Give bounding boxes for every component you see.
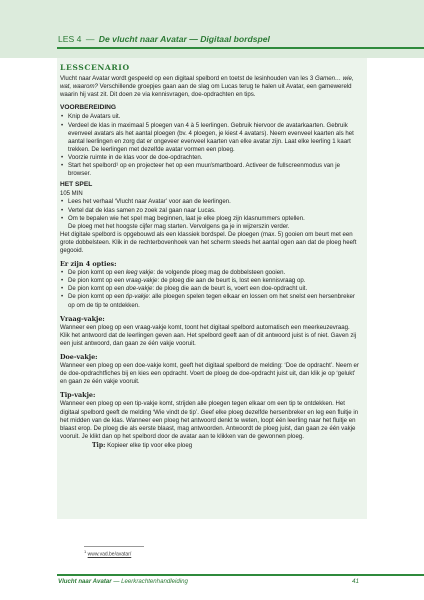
tip-label: Tip: xyxy=(92,441,106,449)
footer-rule xyxy=(57,574,424,576)
het-spel-list xyxy=(60,198,360,222)
list-item: • Voorzie ruimte in de klas voor de doe-opdrachten. xyxy=(60,154,360,162)
intro-text-1: Vlucht naar Avatar wordt gespeeld op een digitaal spelbord en toetst de lesinhouden van les 3 xyxy=(60,75,314,83)
duration-label: 105 MIN xyxy=(60,191,83,198)
footnote-rule xyxy=(84,546,144,547)
footnote-link[interactable]: www.vad.be/avatar/ xyxy=(87,551,132,558)
tip-note xyxy=(60,442,360,450)
opties-heading: Er zijn 4 opties: xyxy=(60,260,117,269)
voorbereiding-heading: VOORBEREIDING xyxy=(60,104,117,112)
het-spel-list-continuation: De ploeg met het hoogste cijfer mag starten. Vervolgens ga je in wijzerszin verder. xyxy=(68,222,290,230)
footer-title xyxy=(58,578,188,585)
vraag-vakje-heading: Vraag-vakje: xyxy=(60,314,105,323)
het-spel-heading: HET SPEL xyxy=(60,181,93,189)
het-spel-paragraph: Het digitale spelbord is opgebouwd als een klassiek bordspel. De ploegen (max. 5) gooien om beurt met een grote dobbelsteen. Klik in de rechterbovenhoek van het scherm steeds het aantal ogen aan dat de ploeg heeft gegooid. xyxy=(60,230,357,254)
list-item: • De pion komt op een doe-vakje: de ploeg die aan de beurt is, voert een doe-opdracht uit. xyxy=(60,285,360,293)
lesson-subtitle: — Digitaal bordspel xyxy=(189,34,270,44)
lesson-number: LES 4 xyxy=(58,34,82,44)
footer-book-title: Vlucht naar Avatar xyxy=(58,578,112,585)
footnote-number: 1 xyxy=(84,549,87,554)
list-item: • Knip de Avatars uit. xyxy=(60,113,360,121)
list-item: • De pion komt op een leeg vakje: de volgende ploeg mag de dobbelsteen gooien. xyxy=(60,269,360,277)
header-rule xyxy=(57,47,424,49)
tip-text: Kopieer elke tip voor elke ploeg xyxy=(105,441,193,449)
footer-book-subtitle: — Leerkrachtenhandleiding xyxy=(111,578,188,585)
lesson-title: De vlucht naar Avatar xyxy=(98,34,187,44)
opties-list xyxy=(60,269,360,309)
intro-text-2: Verschillende groepjes gaan aan de slag om Lucas terug te halen uit Avatar, een gamewereld waarin hij vast zit. Dit doen ze via kennisvragen, doe-opdrachten en tips. xyxy=(60,83,352,99)
page-number: 41 xyxy=(352,578,360,585)
header-separator: — xyxy=(85,34,95,44)
list-item: • Vertel dat de klas samen zo zoek zal gaan naar Lucas. xyxy=(60,207,360,215)
doe-vakje-heading: Doe-vakje: xyxy=(60,353,98,361)
doe-vakje-text: Wanneer een ploeg op een doe-vakje komt, geeft het digitaal spelbord de melding: ‘Doe de opdracht’. Neem er de doe-opdrachtfiches bij en kies een opdracht. Voert de ploeg de doe-opdracht juist uit, dan klik je op ‘gelukt’ en gaan ze één vakje vooruit. xyxy=(60,362,359,386)
intro-lesson-title: Gamen… wie, wat, waarom? xyxy=(60,75,354,91)
lesscenario-heading: LESSCENARIO xyxy=(60,63,130,72)
tip-vakje-text: Wanneer een ploeg op een tip-vakje komt, strijden alle ploegen tegen elkaar om een tip te ontdekken. Het digitaal spelbord geeft de melding ‘Wie vindt de tip’. Geef elke ploeg dezelfde hersenbreker en leg een fluitje in het midden van de klas. Wanneer een ploeg het antwoord denkt te weten, loopt één leerling naar het fluitje en blaast erop. De ploeg die als eerste blaast, mag antwoorden. Antwoordt de ploeg juist, dan gaan ze één vakje vooruit. Je klikt dan op het spelbord door de avatar aan te klikken van de gewonnen ploeg. xyxy=(60,400,359,440)
list-item: • De pion komt op een tip-vakje: alle ploegen spelen tegen elkaar en lossen om het snelst een hersenbreker op om de tip te ontdekken. xyxy=(60,293,360,309)
list-item: • Om te bepalen wie het spel mag beginnen, laat je elke ploeg zijn klasnummers optellen. xyxy=(60,215,360,223)
list-item: • Verdeel de klas in maximaal 5 ploegen van 4 à 5 leerlingen. Gebruik hiervoor de avatarkaarten. Gebruik evenveel avatars als het aantal ploegen (bv. 4 ploegen, je kiest 4 avatars). Neem evenveel kaarten als het aantal leerlingen en zorg dat er ongeveer evenveel kaarten van elke avatar zijn. Laat elke leerling 1 kaart trekken. De leerlingen met dezelfde avatar vormen een ploeg. xyxy=(60,122,360,154)
header-band xyxy=(0,0,424,58)
list-item: • Lees het verhaal ‘Vlucht naar Avatar’ voor aan de leerlingen. xyxy=(60,198,360,206)
page-content xyxy=(60,60,360,450)
list-item: • De pion komt op een vraag-vakje: de ploeg die aan de beurt is, lost een kennisvraag op. xyxy=(60,277,360,285)
footnote xyxy=(84,549,131,558)
vraag-vakje-text: Wanneer een ploeg op een vraag-vakje komt, toont het digitaal spelbord automatisch een meerkeuzevraag. Klik het antwoord dat de leerlingen geven aan. Het spelbord geeft aan of dit antwoord juist is of niet. Gaven zij een juist antwoord, dan gaan ze één vakje vooruit. xyxy=(60,323,357,347)
voorbereiding-list xyxy=(60,113,360,178)
tip-vakje-heading: Tip-vakje: xyxy=(60,391,96,400)
intro-paragraph xyxy=(60,75,360,99)
header-title xyxy=(58,34,270,44)
list-item: • Start het spelbord¹ op en projecteer het op een muur/smartboard. Activeer de fullscreenmodus van je browser. xyxy=(60,162,360,178)
